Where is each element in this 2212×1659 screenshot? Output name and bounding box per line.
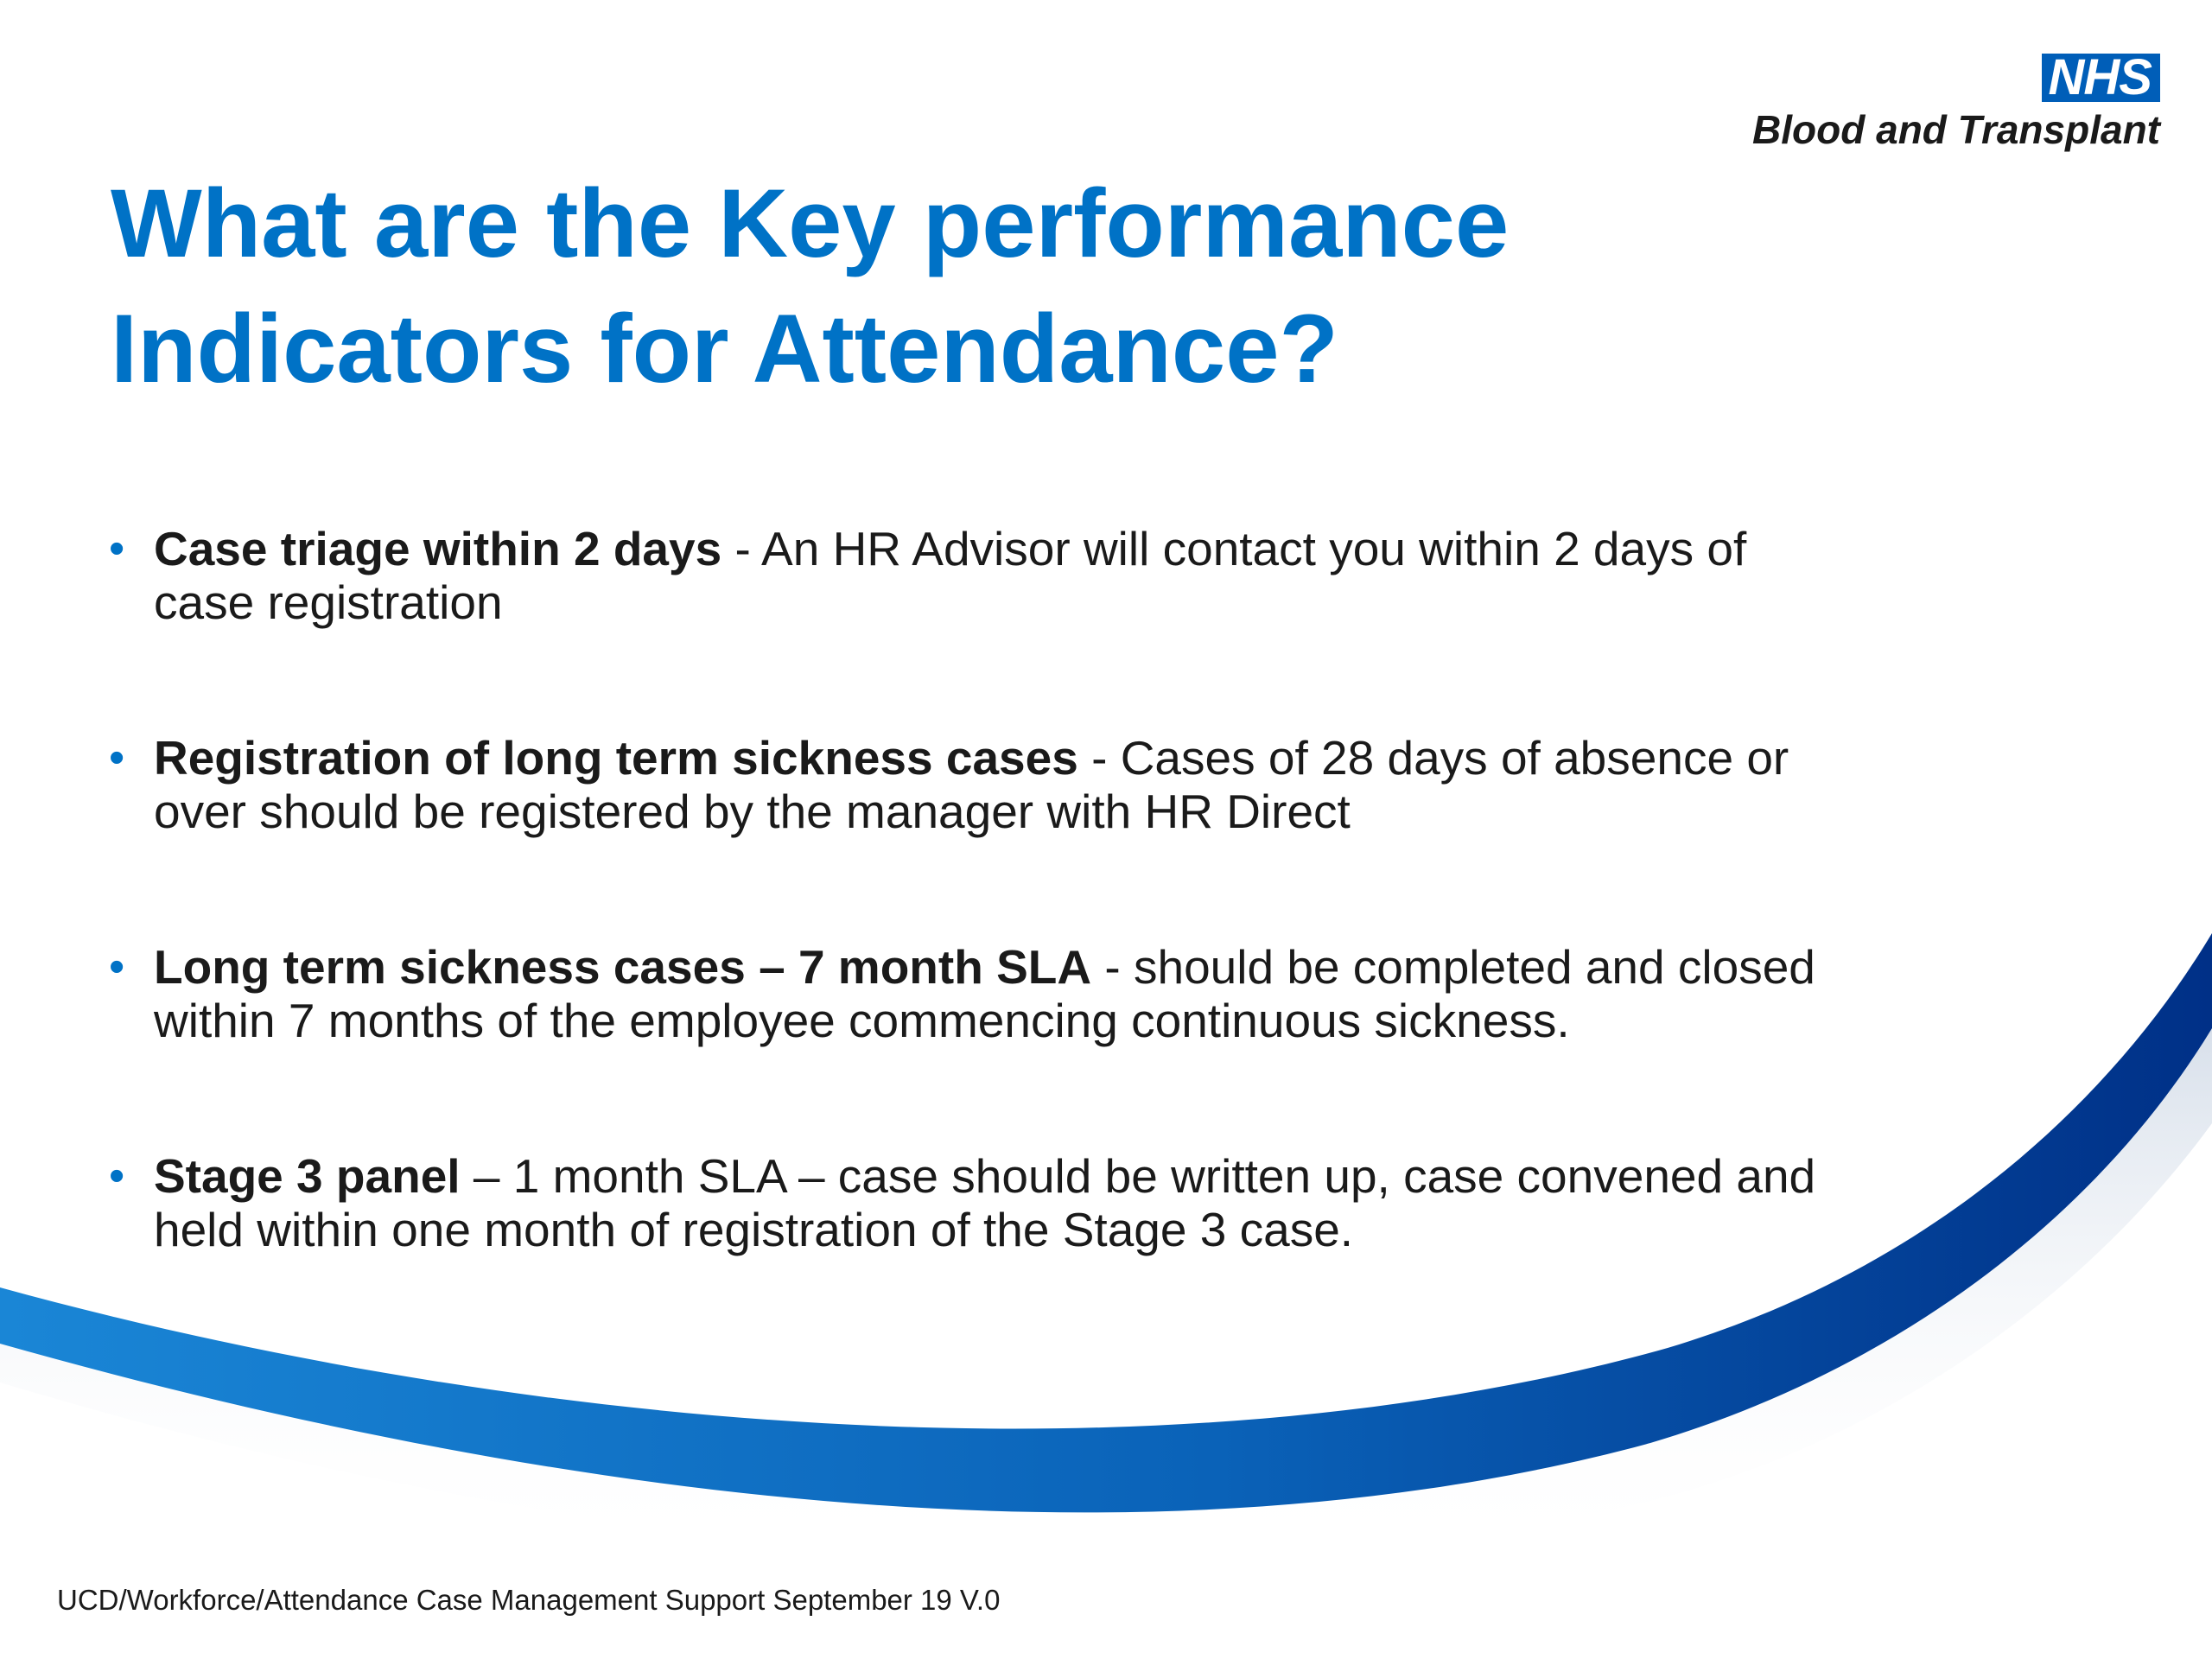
bullet-dot-icon: • (109, 733, 125, 783)
bullet-heading: Stage 3 panel (154, 1149, 461, 1203)
bullet-item-stage-3-panel (109, 1149, 1837, 1256)
bullet-item-registration (109, 731, 1837, 838)
nhs-badge: NHS (2042, 54, 2160, 102)
nhs-logo (1752, 49, 2160, 154)
bullet-body: - An HR Advisor will contact you within 2 days of case registration (154, 522, 1747, 629)
kpi-bullet-list (109, 522, 1837, 1358)
bullet-item-long-term-sla (109, 940, 1837, 1047)
bullet-heading: Long term sickness cases – 7 month SLA (154, 940, 1092, 994)
bullet-body: – 1 month SLA – case should be written up, case convened and held within one month of registration of the Stage 3 case. (154, 1149, 1816, 1256)
bullet-body: - should be completed and closed within 7 months of the employee commencing continuous sickness. (154, 940, 1815, 1047)
org-name: Blood and Transplant (1752, 107, 2160, 152)
slide-title (111, 161, 1839, 411)
bullet-heading: Case triage within 2 days (154, 522, 722, 575)
title-line-1: What are the Key performance (111, 169, 1510, 277)
bullet-body: - Cases of 28 days of absence or over should be registered by the manager with HR Direct (154, 731, 1789, 838)
bullet-item-case-triage (109, 522, 1837, 629)
bullet-dot-icon: • (109, 942, 125, 992)
slide-footer: UCD/Workforce/Attendance Case Management Support September 19 V.0 (57, 1584, 1001, 1616)
bullet-dot-icon: • (109, 524, 125, 574)
bullet-dot-icon: • (109, 1151, 125, 1201)
title-line-2: Indicators for Attendance? (111, 295, 1338, 403)
bullet-heading: Registration of long term sickness cases (154, 731, 1078, 785)
